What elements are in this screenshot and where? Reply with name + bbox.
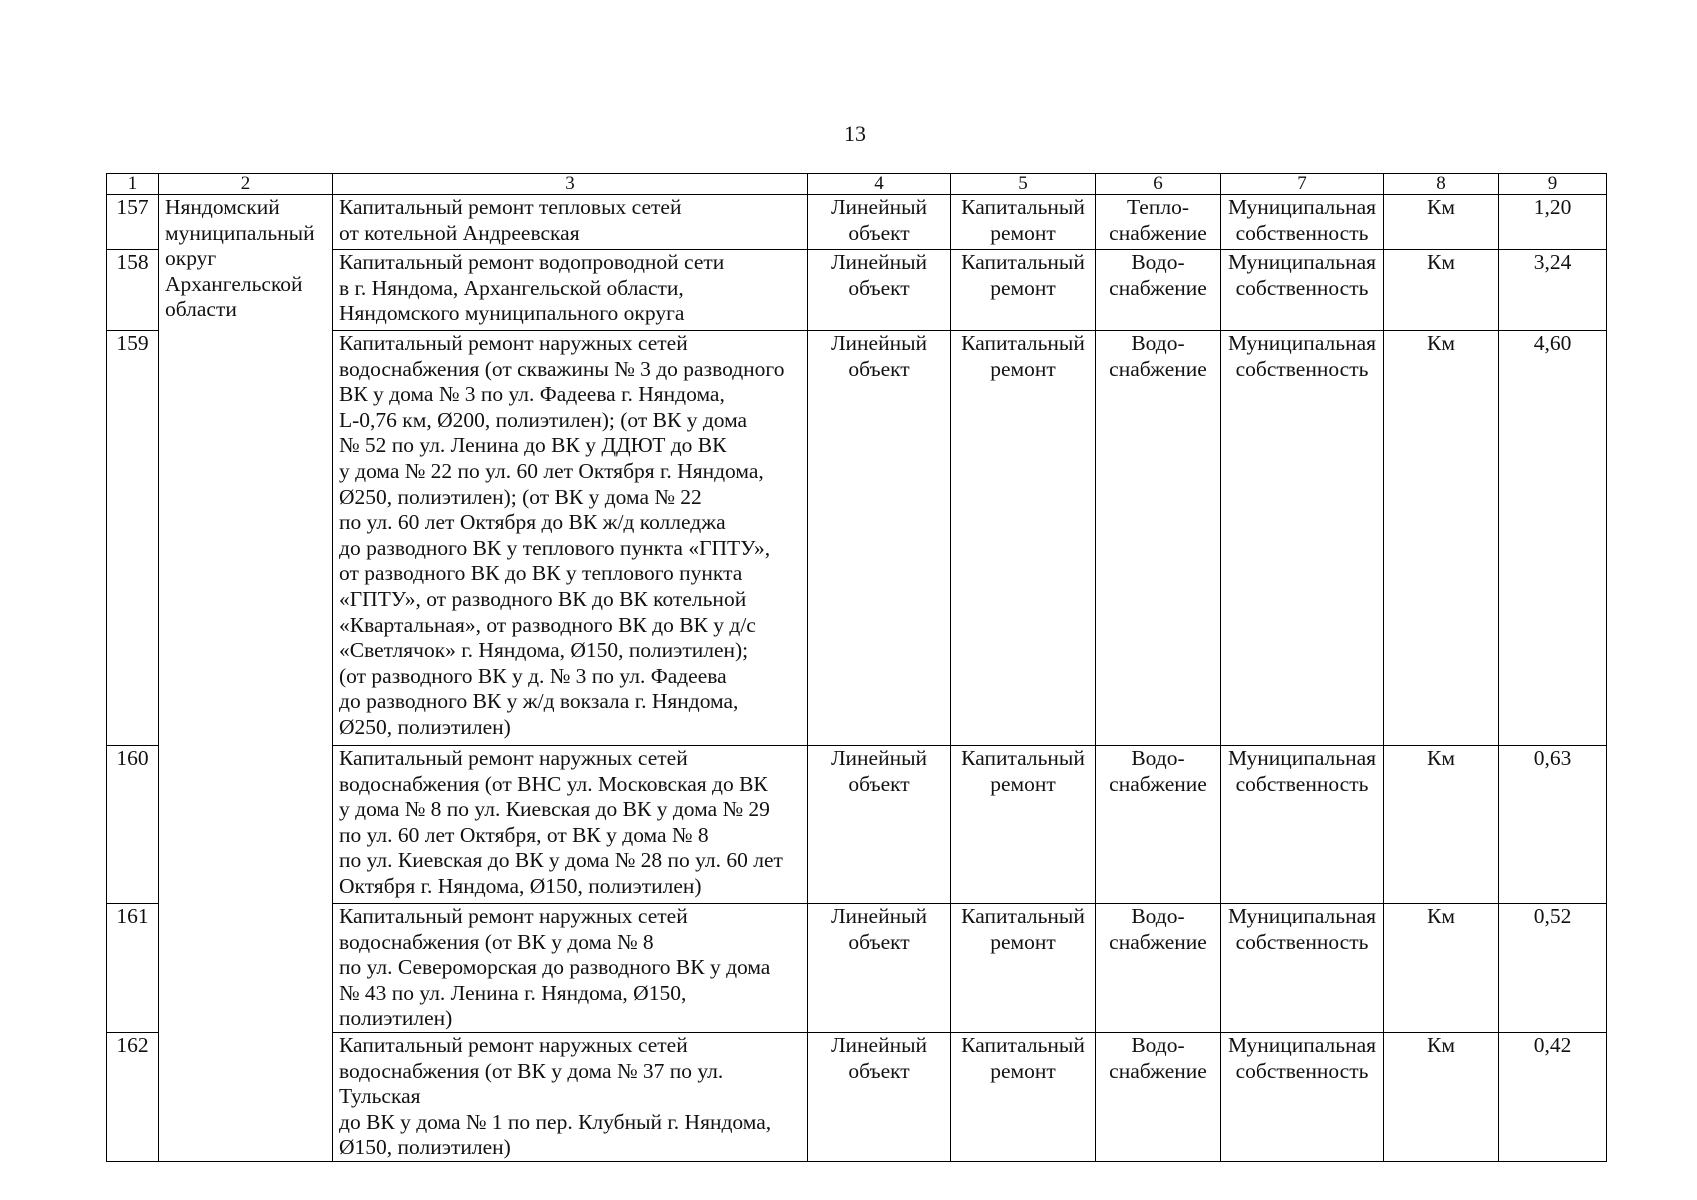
value: 3,24 xyxy=(1499,250,1607,331)
row-number: 159 xyxy=(107,331,159,746)
registry-table xyxy=(106,173,1607,1162)
work-type: Капитальный ремонт xyxy=(951,331,1096,746)
row-number: 158 xyxy=(107,250,159,331)
work-type: Капитальный ремонт xyxy=(951,250,1096,331)
ownership: Муниципальная собственность xyxy=(1221,1032,1384,1161)
object-description: Капитальный ремонт наружных сетей водоснабжения (от ВК у дома № 8 по ул. Североморская до разводного ВК у дома № 43 по ул. Ленина г. Няндома, Ø150, полиэтилен) xyxy=(333,904,808,1033)
object-type: Линейный объект xyxy=(808,250,951,331)
column-number: 3 xyxy=(333,174,808,195)
ownership: Муниципальная собственность xyxy=(1221,195,1384,250)
object-description: Капитальный ремонт наружных сетей водоснабжения (от ВНС ул. Московская до ВК у дома № 8 по ул. Киевская до ВК у дома № 29 по ул. 60 лет Октября, от ВК у дома № 8 по ул. Киевская до ВК у дома № 28 по ул. 60 лет Октября г. Няндома, Ø150, полиэтилен) xyxy=(333,746,808,904)
work-type: Капитальный ремонт xyxy=(951,1032,1096,1161)
column-number: 8 xyxy=(1384,174,1499,195)
column-number: 5 xyxy=(951,174,1096,195)
value: 4,60 xyxy=(1499,331,1607,746)
district-name: Няндомский муниципальный округ Архангельской области xyxy=(159,195,333,1162)
value: 0,52 xyxy=(1499,904,1607,1033)
value: 0,42 xyxy=(1499,1032,1607,1161)
unit: Км xyxy=(1384,746,1499,904)
row-number: 161 xyxy=(107,904,159,1033)
column-number: 7 xyxy=(1221,174,1384,195)
ownership: Муниципальная собственность xyxy=(1221,904,1384,1033)
unit: Км xyxy=(1384,250,1499,331)
object-description: Капитальный ремонт тепловых сетей от котельной Андреевская xyxy=(333,195,808,250)
sector: Водо- снабжение xyxy=(1096,331,1221,746)
unit: Км xyxy=(1384,1032,1499,1161)
row-number: 162 xyxy=(107,1032,159,1161)
value: 0,63 xyxy=(1499,746,1607,904)
unit: Км xyxy=(1384,331,1499,746)
ownership: Муниципальная собственность xyxy=(1221,250,1384,331)
sector: Водо- снабжение xyxy=(1096,1032,1221,1161)
object-description: Капитальный ремонт наружных сетей водоснабжения (от скважины № 3 до разводного ВК у дома № 3 по ул. Фадеева г. Няндома, L-0,76 км, Ø200, полиэтилен); (от ВК у дома № 52 по ул. Ленина до ВК у ДДЮТ до ВК у дома № 22 по ул. 60 лет Октября г. Няндома, Ø250, полиэтилен); (от ВК у дома № 22 по ул. 60 лет Октября до ВК ж/д колледжа до разводного ВК у теплового пункта «ГПТУ», от разводного ВК до ВК у теплового пункта «ГПТУ», от разводного ВК до ВК котельной «Квартальная», от разводного ВК до ВК у д/с «Светлячок» г. Няндома, Ø150, полиэтилен); (от разводного ВК у д. № 3 по ул. Фадеева до разводного ВК у ж/д вокзала г. Няндома, Ø250, полиэтилен) xyxy=(333,331,808,746)
column-number: 2 xyxy=(159,174,333,195)
work-type: Капитальный ремонт xyxy=(951,746,1096,904)
sector: Тепло- снабжение xyxy=(1096,195,1221,250)
unit: Км xyxy=(1384,904,1499,1033)
object-type: Линейный объект xyxy=(808,331,951,746)
object-description: Капитальный ремонт водопроводной сети в г. Няндома, Архангельской области, Няндомского муниципального округа xyxy=(333,250,808,331)
work-type: Капитальный ремонт xyxy=(951,904,1096,1033)
unit: Км xyxy=(1384,195,1499,250)
column-number: 1 xyxy=(107,174,159,195)
column-number: 9 xyxy=(1499,174,1607,195)
column-number: 6 xyxy=(1096,174,1221,195)
ownership: Муниципальная собственность xyxy=(1221,331,1384,746)
row-number: 160 xyxy=(107,746,159,904)
object-type: Линейный объект xyxy=(808,746,951,904)
page-number: 13 xyxy=(844,121,866,146)
sector: Водо- снабжение xyxy=(1096,746,1221,904)
sector: Водо- снабжение xyxy=(1096,250,1221,331)
table-row xyxy=(107,195,1607,250)
ownership: Муниципальная собственность xyxy=(1221,746,1384,904)
row-number: 157 xyxy=(107,195,159,250)
object-type: Линейный объект xyxy=(808,1032,951,1161)
object-description: Капитальный ремонт наружных сетей водоснабжения (от ВК у дома № 37 по ул. Тульская до ВК у дома № 1 по пер. Клубный г. Няндома, Ø150, полиэтилен) xyxy=(333,1032,808,1161)
sector: Водо- снабжение xyxy=(1096,904,1221,1033)
work-type: Капитальный ремонт xyxy=(951,195,1096,250)
object-type: Линейный объект xyxy=(808,195,951,250)
object-type: Линейный объект xyxy=(808,904,951,1033)
column-number-row xyxy=(107,174,1607,195)
value: 1,20 xyxy=(1499,195,1607,250)
column-number: 4 xyxy=(808,174,951,195)
